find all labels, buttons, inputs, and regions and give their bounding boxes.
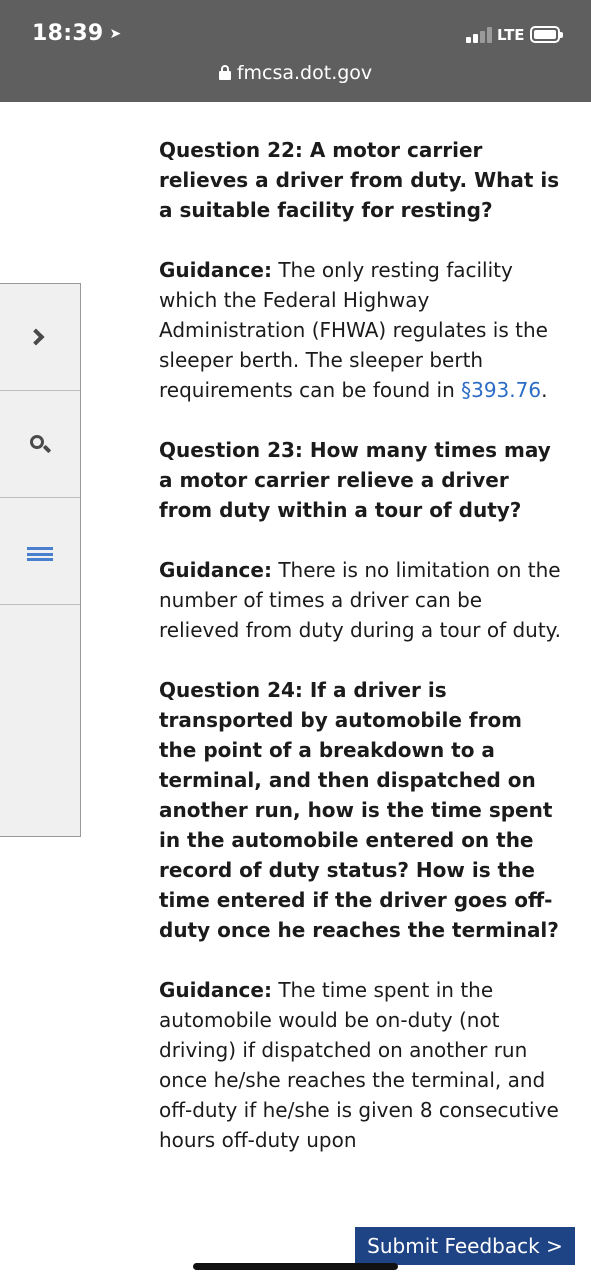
guidance-label: Guidance:	[159, 978, 272, 1002]
guidance-label: Guidance:	[159, 258, 272, 282]
menu-button[interactable]	[0, 498, 80, 605]
status-time	[32, 21, 122, 46]
browser-top-bar	[0, 0, 591, 102]
guidance-text: There is no limitation on the number of times a driver can be relieved from duty during a tour of duty.	[159, 558, 562, 642]
guidance-text-end: .	[541, 378, 548, 402]
url-domain: fmcsa.dot.gov	[236, 62, 373, 84]
side-toolbar	[0, 283, 81, 837]
guidance-23	[159, 555, 564, 645]
guidance-24	[159, 975, 564, 1155]
expand-toolbar-button[interactable]	[0, 284, 80, 391]
question-24: Question 24: If a driver is transported by automobile from the point of a breakdown to a terminal, and then dispatched on another run, how is the time spent in the automobile entered on the record of duty status? How is the time entered if the driver goes off-duty once he reaches the terminal?	[159, 678, 559, 942]
search-button[interactable]	[0, 391, 80, 498]
guidance-text: The only resting facility which the Federal Highway Administration (FHWA) regulates is the sleeper berth. The sleeper berth requirements can be found in	[159, 258, 548, 402]
question-22: Question 22: A motor carrier relieves a driver from duty. What is a suitable facility for resting?	[159, 138, 560, 222]
location-arrow-icon: ➤	[109, 26, 122, 42]
question-23: Question 23: How many times may a motor carrier relieve a driver from duty within a tour of duty?	[159, 438, 551, 522]
faq-content	[159, 135, 564, 1185]
lock-icon	[219, 65, 231, 80]
search-icon	[28, 432, 52, 456]
status-time-text: 18:39	[32, 21, 104, 46]
menu-icon	[27, 547, 53, 561]
submit-feedback-button[interactable]: Submit Feedback >	[355, 1227, 575, 1265]
network-type: LTE	[497, 26, 525, 44]
regulation-link[interactable]: §393.76	[461, 378, 542, 402]
guidance-text: The time spent in the automobile would be on-duty (not driving) if dispatched on another run once he/she reaches the terminal, and off-duty if he/she is given 8 consecutive hours off-duty upon	[159, 978, 559, 1152]
chevron-right-icon	[28, 329, 45, 346]
guidance-label: Guidance:	[159, 558, 272, 582]
url-bar[interactable]	[0, 62, 591, 84]
guidance-22	[159, 255, 564, 405]
battery-icon	[530, 26, 560, 43]
home-indicator[interactable]	[193, 1263, 398, 1270]
signal-strength-icon	[466, 27, 496, 43]
